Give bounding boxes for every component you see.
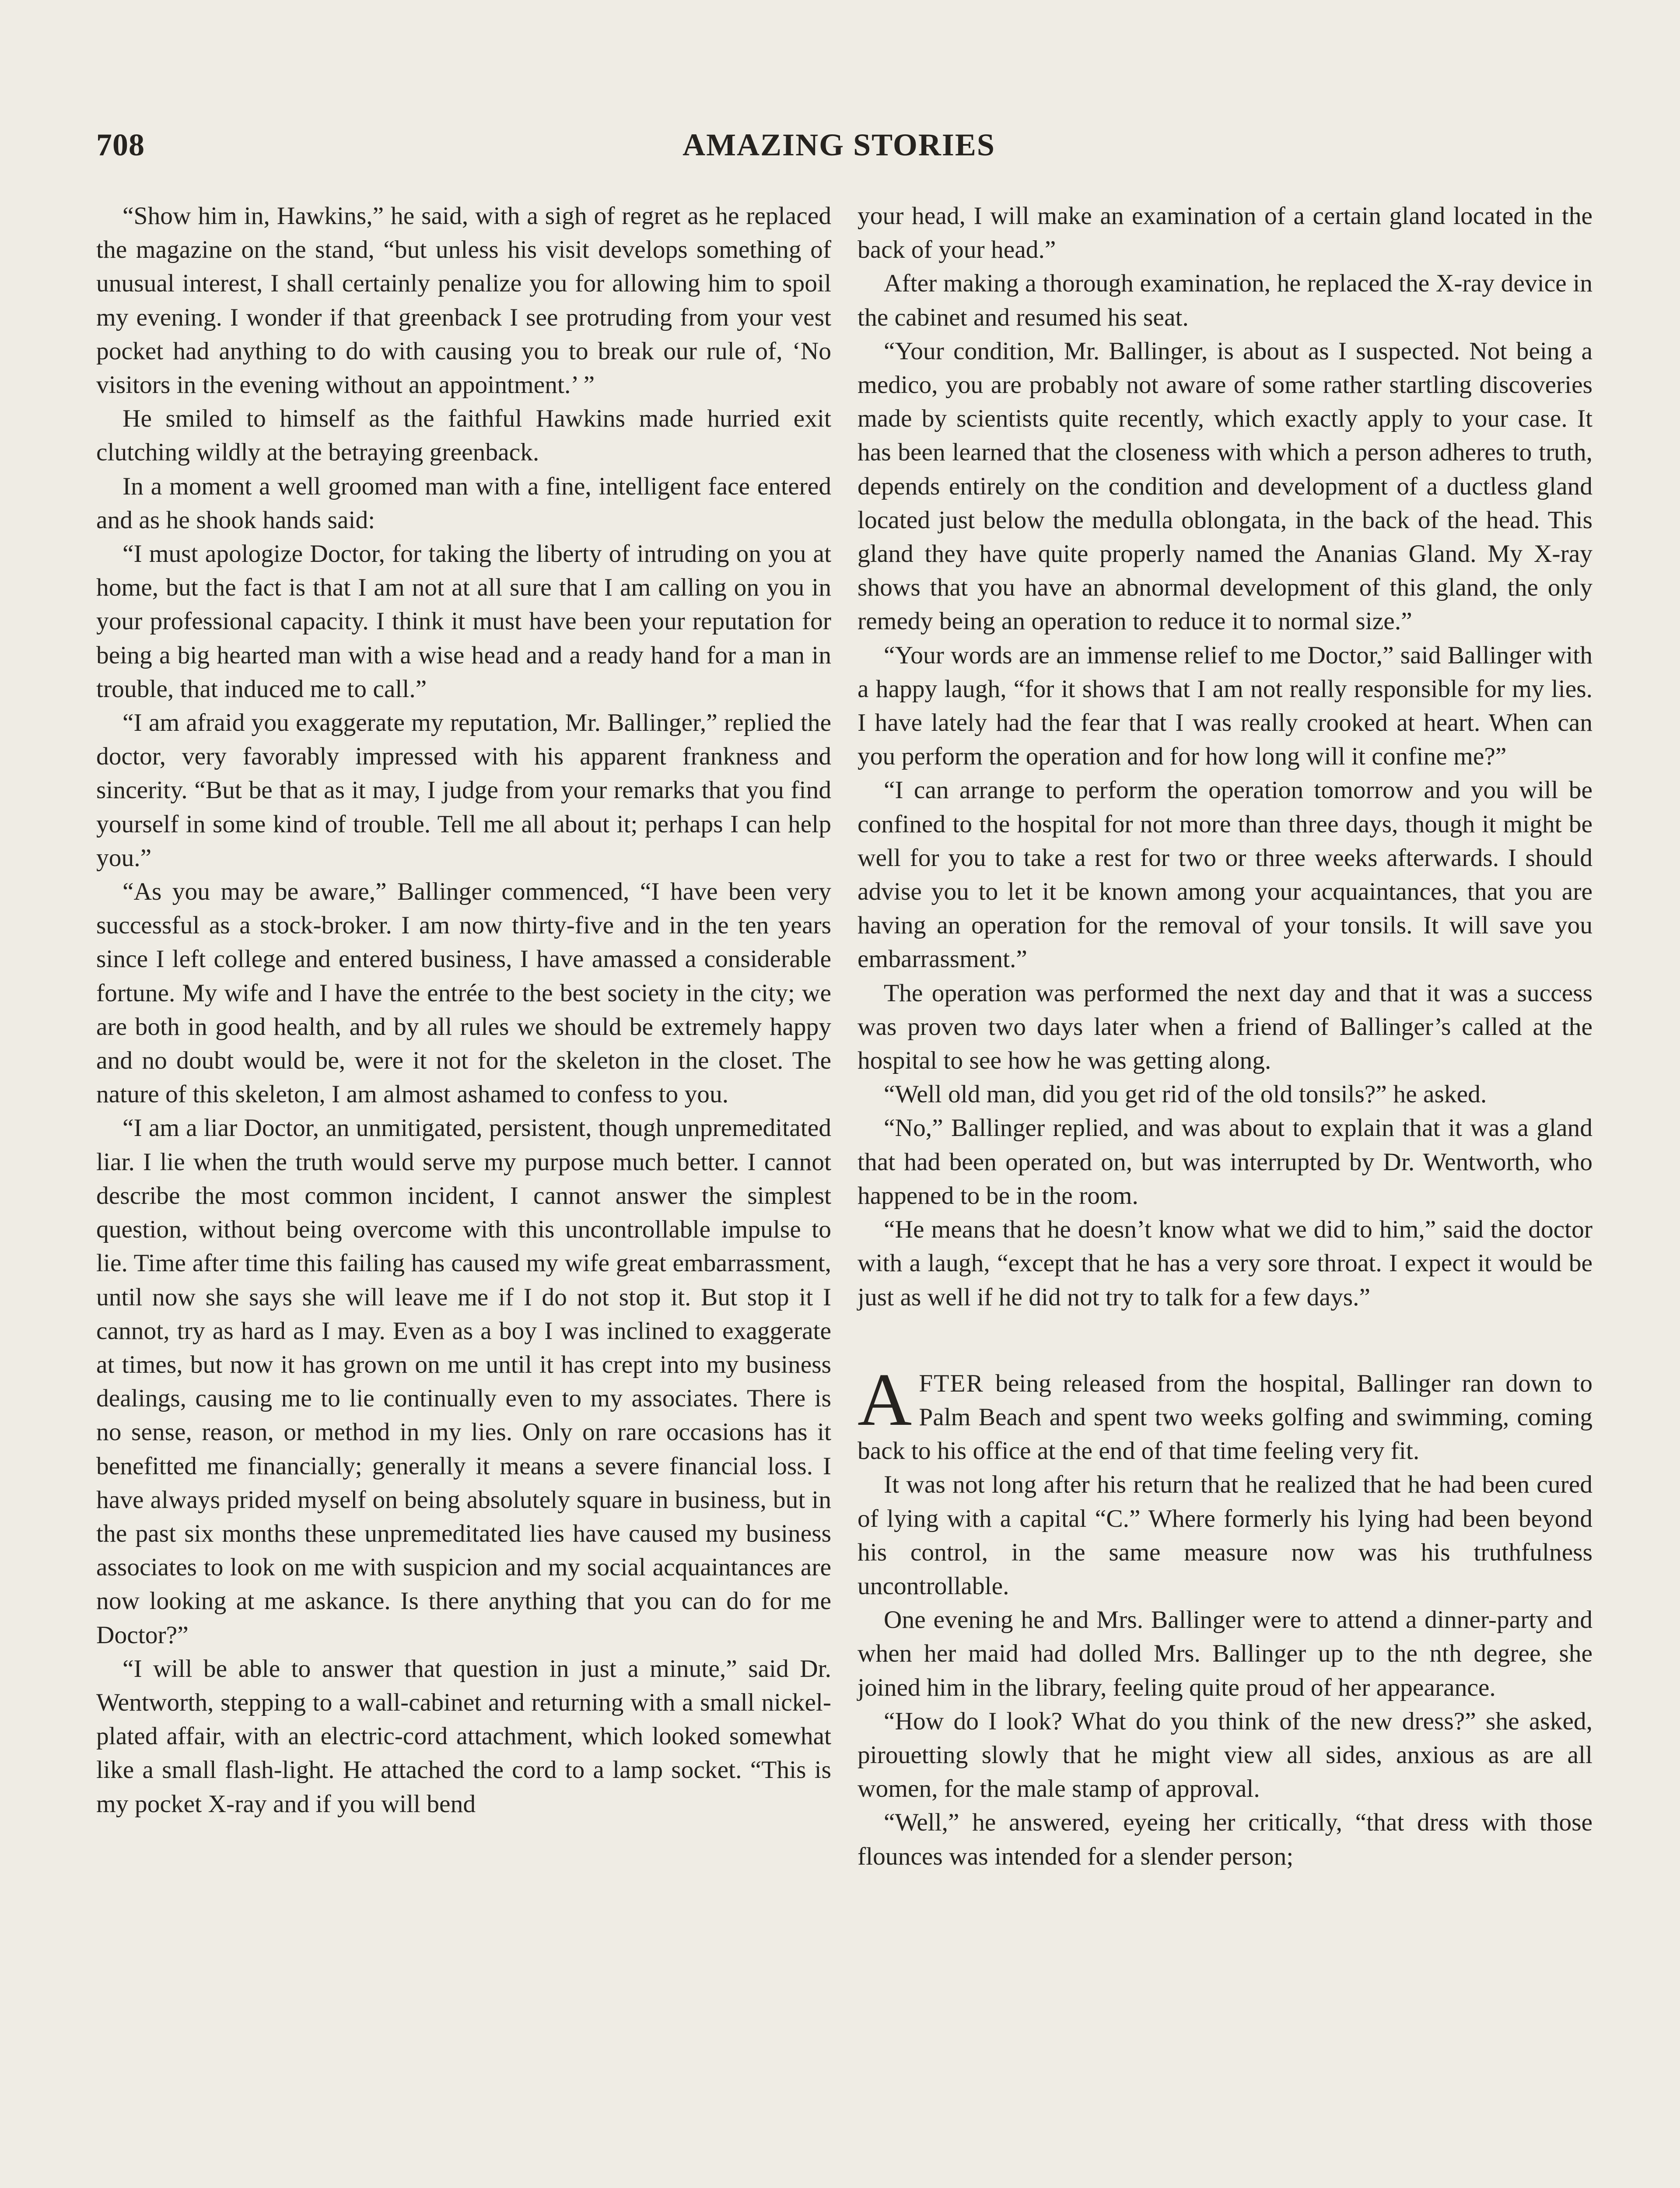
paragraph: In a moment a well groomed man with a fine, intelligent face entered and as he shook hands said:: [96, 472, 831, 534]
paragraph: “Your words are an immense relief to me Doctor,” said Ballinger with a happy laugh, “for it shows that I am not really responsible for my lies. I have lately had the fear that I was really crooked at heart. When can you perform the operation and for how long will it confine me?”: [858, 641, 1592, 771]
running-title: AMAZING STORIES: [682, 127, 995, 162]
paragraph-continued: your head, I will make an examination of a certain gland located in the back of your head.”: [858, 202, 1592, 264]
page-header: [96, 127, 1582, 171]
drop-cap: A: [858, 1358, 912, 1441]
paragraph: One evening he and Mrs. Ballinger were to attend a dinner-party and when her maid had dolled Mrs. Ballinger up to the nth degree, she joined him in the library, feeling quite proud of her appearance.: [858, 1606, 1592, 1701]
paragraph: “Well old man, did you get rid of the old tonsils?” he asked.: [884, 1080, 1487, 1108]
paragraph: After making a thorough examination, he replaced the X-ray device in the cabinet and resumed his seat.: [858, 270, 1592, 331]
paragraph: “He means that he doesn’t know what we did to him,” said the doctor with a laugh, “except that he has a very sore throat. I expect it would be just as well if he did not try to talk for a few days.”: [858, 1216, 1592, 1311]
paragraph: “I will be able to answer that question in just a minute,” said Dr. Wentworth, stepping to a wall-cabinet and returning with a small nickel-plated affair, with an electric-cord attachment, which looked somewhat like a small flash-light. He attached the cord to a lamp socket. “This is my pocket X-ray and if you will bend: [96, 1655, 831, 1818]
paragraph: “I must apologize Doctor, for taking the liberty of intruding on you at home, but the fact is that I am not at all sure that I am calling on you in your professional capacity. I think it must have been your reputation for being a big hearted man with a wise head and a ready hand for a man in trouble, that induced me to call.”: [96, 540, 831, 703]
paragraph: “No,” Ballinger replied, and was about to explain that it was a gland that had been operated on, but was interrupted by Dr. Wentworth, who happened to be in the room.: [858, 1114, 1592, 1210]
paragraph: “Show him in, Hawkins,” he said, with a sigh of regret as he replaced the magazine on the stand, “but unless his visit develops something of unusual interest, I shall certainly penalize you for allowing him to spoil my evening. I wonder if that greenback I see protruding from your vest pocket had anything to do with causing you to break our rule of, ‘No visitors in the evening without an appointment.’ ”: [96, 202, 831, 399]
paragraph: “I can arrange to perform the operation tomorrow and you will be confined to the hospital for not more than three days, though it might be well for you to take a rest for two or three weeks afterwards. I should advise you to let it be known among your acquaintances, that you are having an operation for the removal of your tonsils. It will save you embarrassment.”: [858, 776, 1592, 973]
paragraph: “How do I look? What do you think of the new dress?” she asked, pirouetting slowly that he might view all sides, anxious as are all women, for the male stamp of approval.: [858, 1707, 1592, 1803]
paragraph: The operation was performed the next day and that it was a success was proven two days later when a friend of Ballinger’s called at the hospital to see how he was getting along.: [858, 979, 1592, 1075]
paragraph: “Your condition, Mr. Ballinger, is about as I suspected. Not being a medico, you are probably not aware of some rather startling discoveries made by scientists quite recently, which exactly apply to your case. It has been learned that the closeness with which a person adheres to truth, depends entirely on the condition and development of a ductless gland located just below the medulla oblongata, in the back of the head. This gland they have quite properly named the Ananias Gland. My X-ray shows that you have an abnormal development of this gland, the only remedy being an operation to reduce it to normal size.”: [858, 337, 1592, 635]
lead-in-word: FTER: [919, 1369, 984, 1397]
section-opening-paragraph: [858, 1358, 1592, 1468]
right-column: [858, 199, 1592, 1873]
paragraph: It was not long after his return that he realized that he had been cured of lying with a capital “C.” Where formerly his lying had been beyond his control, in the same measure now was his truthfulness uncontrollable.: [858, 1471, 1592, 1600]
paragraph: He smiled to himself as the faithful Hawkins made hurried exit clutching wildly at the betraying greenback.: [96, 405, 831, 466]
paragraph: “I am afraid you exaggerate my reputation, Mr. Ballinger,” replied the doctor, very favorably impressed with his apparent frankness and sincerity. “But be that as it may, I judge from your remarks that you find yourself in some kind of trouble. Tell me all about it; perhaps I can help you.”: [96, 709, 831, 872]
page-number: 708: [96, 127, 145, 162]
section-text: being released from the hospital, Ballinger ran down to Palm Beach and spent two weeks golfing and swimming, coming back to his office at the end of that time feeling very fit.: [858, 1369, 1592, 1465]
paragraph: “Well,” he answered, eyeing her critically, “that dress with those flounces was intended for a slender person;: [858, 1809, 1592, 1870]
paragraph: “As you may be aware,” Ballinger commenced, “I have been very successful as a stock-broker. I am now thirty-five and in the ten years since I left college and entered business, I have amassed a considerable fortune. My wife and I have the entrée to the best society in the city; we are both in good health, and by all rules we should be extremely happy and no doubt would be, were it not for the skeleton in the closet. The nature of this skeleton, I am almost ashamed to confess to you.: [96, 878, 831, 1108]
left-column: [96, 199, 831, 1821]
paragraph: “I am a liar Doctor, an unmitigated, persistent, though unpremeditated liar. I lie when the truth would serve my purpose much better. I cannot describe the most common incident, I cannot answer the simplest question, without being overcome with this uncontrollable impulse to lie. Time after time this failing has caused my wife great embarrassment, until now she says she will leave me if I do not stop it. But stop it I cannot, try as hard as I may. Even as a boy I was inclined to exaggerate at times, but now it has grown on me until it has crept into my business dealings, causing me to lie continually even to my associates. There is no sense, reason, or method in my lies. Only on rare occasions has it benefitted me financially; generally it means a severe financial loss. I have always prided myself on being absolutely square in business, but in the past six months these unpremeditated lies have caused my business associates to look on me with suspicion and my social acquaintances are now looking at me askance. Is there anything that you can do for me Doctor?”: [96, 1114, 831, 1649]
